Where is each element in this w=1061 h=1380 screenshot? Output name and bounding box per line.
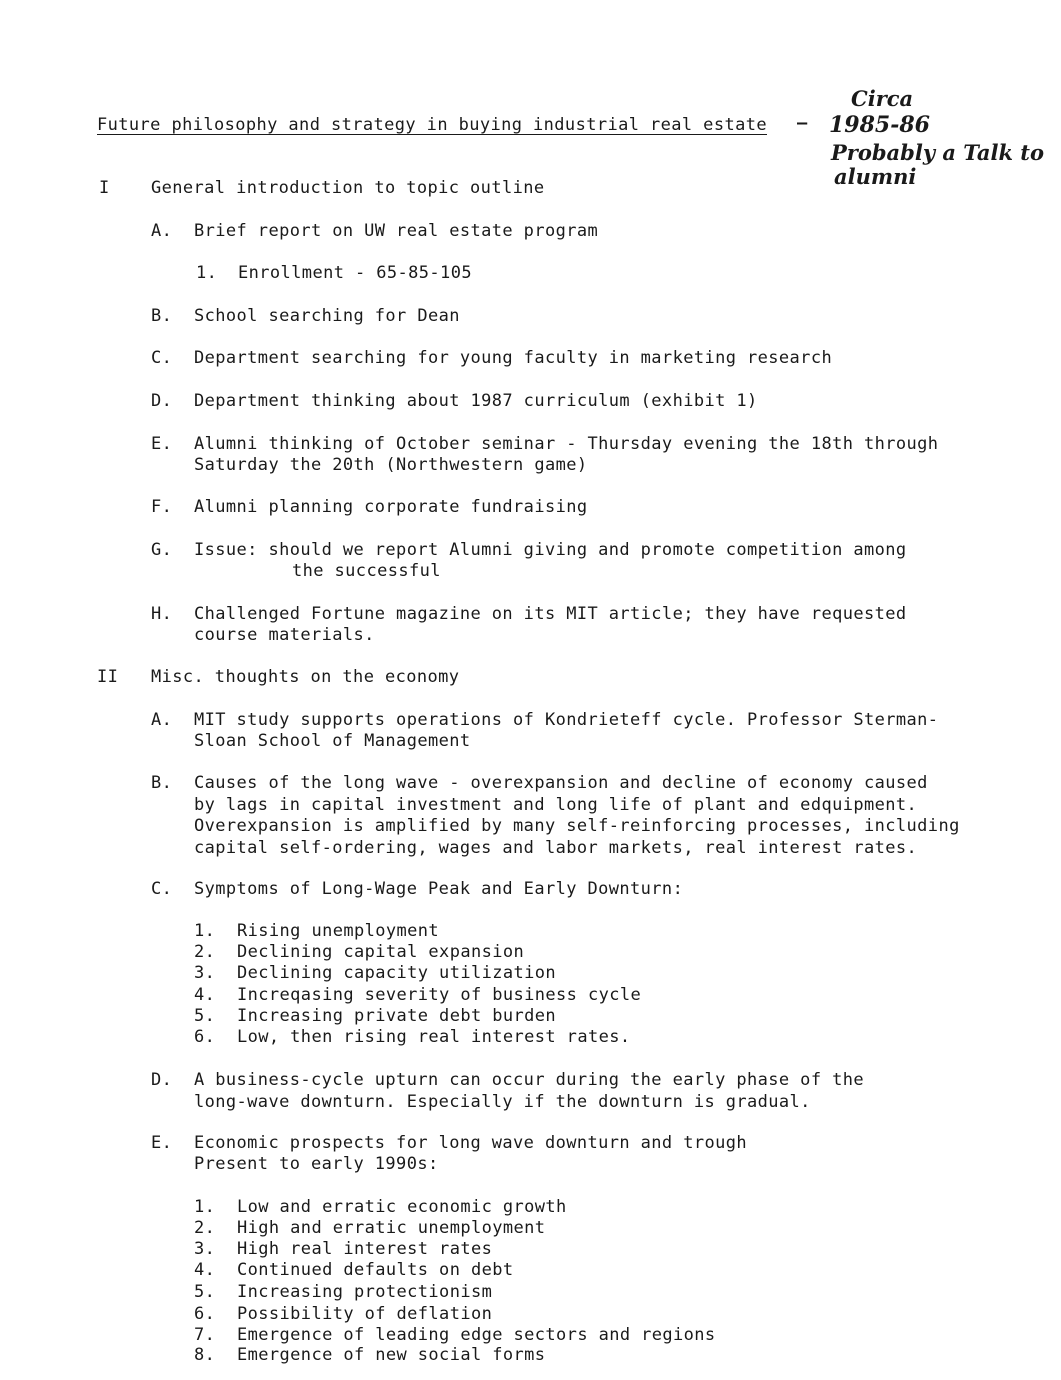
- list-number: 1.: [194, 1197, 216, 1217]
- item-text: Brief report on UW real estate program: [194, 221, 599, 241]
- section-heading: General introduction to topic outline: [151, 178, 545, 198]
- item-letter: C.: [151, 348, 173, 368]
- item-text: Economic prospects for long wave downturn and trough: [194, 1133, 748, 1153]
- handwritten-date: 1985-86: [829, 112, 930, 138]
- item-text: Overexpansion is amplified by many self-reinforcing processes, including: [194, 816, 960, 836]
- list-item: Low, then rising real interest rates.: [237, 1027, 631, 1047]
- item-text: Department thinking about 1987 curriculum (exhibit 1): [194, 391, 758, 411]
- item-text: School searching for Dean: [194, 306, 460, 326]
- section-heading: Misc. thoughts on the economy: [151, 667, 460, 687]
- list-number: 3.: [194, 963, 216, 983]
- list-item: Continued defaults on debt: [237, 1260, 514, 1280]
- item-letter: F.: [151, 497, 173, 517]
- list-item: Increqasing severity of business cycle: [237, 985, 642, 1005]
- list-number: 8.: [194, 1345, 216, 1365]
- list-number: 7.: [194, 1325, 216, 1345]
- item-text: Saturday the 20th (Northwestern game): [194, 455, 588, 475]
- list-number: 5.: [194, 1282, 216, 1302]
- item-text: Alumni planning corporate fundraising: [194, 497, 588, 517]
- item-letter: A.: [151, 710, 173, 730]
- item-text: Symptoms of Long-Wage Peak and Early Downturn:: [194, 879, 684, 899]
- item-letter: 1.: [196, 263, 218, 283]
- document-title: Future philosophy and strategy in buying industrial real estate: [97, 115, 767, 135]
- list-item: Increasing private debt burden: [237, 1006, 557, 1026]
- item-text: Sloan School of Management: [194, 731, 471, 751]
- item-letter: D.: [151, 391, 173, 411]
- item-letter: E.: [151, 1133, 173, 1153]
- section-numeral: II: [97, 667, 119, 687]
- list-item: Possibility of deflation: [237, 1304, 493, 1324]
- item-text: Department searching for young faculty in marketing research: [194, 348, 833, 368]
- list-number: 4.: [194, 985, 216, 1005]
- list-number: 3.: [194, 1239, 216, 1259]
- item-text: Challenged Fortune magazine on its MIT article; they have requested: [194, 604, 907, 624]
- list-item: Declining capacity utilization: [237, 963, 557, 983]
- list-number: 2.: [194, 942, 216, 962]
- item-text: Alumni thinking of October seminar - Thursday evening the 18th through: [194, 434, 939, 454]
- item-letter: B.: [151, 306, 173, 326]
- item-letter: A.: [151, 221, 173, 241]
- item-text: Present to early 1990s:: [194, 1154, 439, 1174]
- item-text: by lags in capital investment and long life of plant and edquipment.: [194, 795, 918, 815]
- section-numeral: I: [99, 178, 110, 198]
- handwritten-circa: Circa: [851, 86, 914, 111]
- list-item: Increasing protectionism: [237, 1282, 493, 1302]
- handwritten-note-line2: alumni: [834, 164, 917, 189]
- list-number: 6.: [194, 1304, 216, 1324]
- item-letter: C.: [151, 879, 173, 899]
- list-item: Declining capital expansion: [237, 942, 525, 962]
- item-letter: B.: [151, 773, 173, 793]
- list-number: 2.: [194, 1218, 216, 1238]
- item-text: Causes of the long wave - overexpansion and decline of economy caused: [194, 773, 928, 793]
- list-item: Emergence of leading edge sectors and regions: [237, 1325, 716, 1345]
- list-item: Emergence of new social forms: [237, 1345, 546, 1365]
- item-text: Enrollment - 65-85-105: [238, 263, 472, 283]
- item-text: long-wave downturn. Especially if the downturn is gradual.: [194, 1092, 811, 1112]
- item-text: the successful: [292, 561, 441, 581]
- item-text: course materials.: [194, 625, 375, 645]
- list-number: 1.: [194, 921, 216, 941]
- list-number: 4.: [194, 1260, 216, 1280]
- item-text: Issue: should we report Alumni giving and promote competition among: [194, 540, 907, 560]
- list-item: Low and erratic economic growth: [237, 1197, 567, 1217]
- list-number: 6.: [194, 1027, 216, 1047]
- item-letter: E.: [151, 434, 173, 454]
- item-text: capital self-ordering, wages and labor markets, real interest rates.: [194, 838, 918, 858]
- list-item: High real interest rates: [237, 1239, 493, 1259]
- title-dash: —: [797, 113, 808, 133]
- handwritten-note-line1: Probably a Talk to: [831, 140, 1045, 165]
- list-item: Rising unemployment: [237, 921, 440, 941]
- item-letter: D.: [151, 1070, 173, 1090]
- item-text: A business-cycle upturn can occur during the early phase of the: [194, 1070, 864, 1090]
- list-number: 5.: [194, 1006, 216, 1026]
- item-letter: H.: [151, 604, 173, 624]
- list-item: High and erratic unemployment: [237, 1218, 546, 1238]
- item-letter: G.: [151, 540, 173, 560]
- item-text: MIT study supports operations of Kondrieteff cycle. Professor Sterman-: [194, 710, 939, 730]
